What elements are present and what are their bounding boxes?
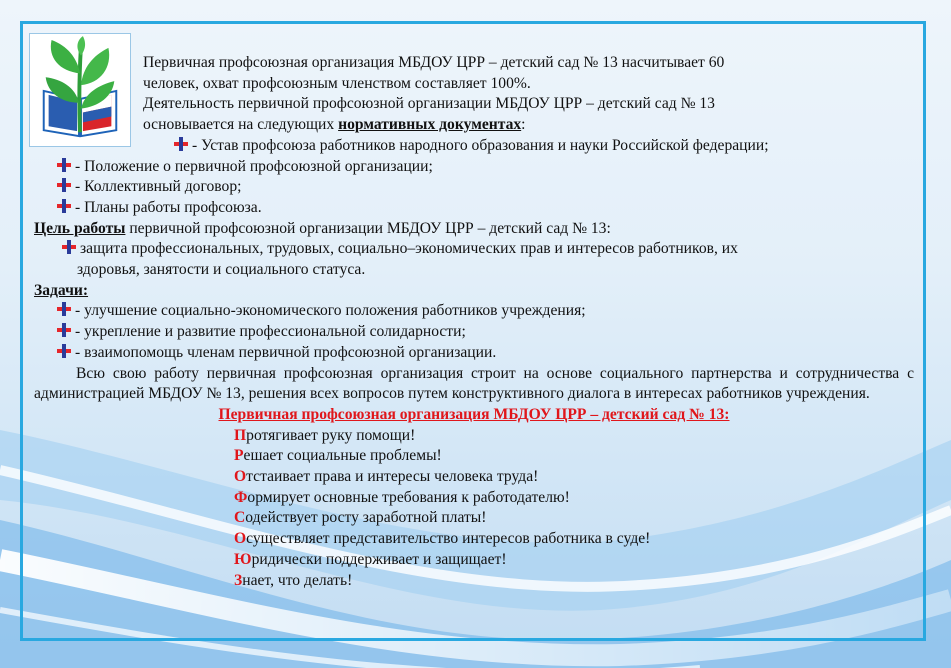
goal-heading: Цель работы первичной профсоюзной организации МБДОУ ЦРР – детский сад № 13:: [34, 219, 611, 237]
intro-line: человек, охват профсоюзным членством составляет 100%.: [143, 74, 531, 92]
tasks-heading: Задачи:: [34, 281, 89, 299]
motto-line: Содействует росту заработной платы!: [234, 509, 487, 527]
motto-line: Знает, что делать!: [234, 571, 353, 589]
motto-line: Осуществляет представительство интересов работника в суде!: [234, 530, 651, 548]
bullet-icon: [57, 158, 71, 172]
list-item: - Планы работы профсоюза.: [57, 198, 914, 219]
motto-title: Первичная профсоюзная организация МБДОУ ЦРР – детский сад № 13:: [218, 405, 730, 423]
motto-line: Юридически поддерживает и защищает!: [234, 550, 507, 568]
bullet-icon: [57, 178, 71, 192]
list-item: - укрепление и развитие профессиональной солидарности;: [57, 322, 914, 343]
intro-line: Деятельность первичной профсоюзной организации МБДОУ ЦРР – детский сад № 13: [143, 95, 715, 113]
list-item-continuation: здоровья, занятости и социального статуса.: [77, 261, 366, 279]
bullet-icon: [57, 302, 71, 316]
motto-line: Отстаивает права и интересы человека труда!: [234, 468, 539, 486]
motto-line: Формирует основные требования к работодателю!: [234, 488, 570, 506]
bullet-icon: [57, 344, 71, 358]
intro-line: Первичная профсоюзная организация МБДОУ ЦРР – детский сад № 13 насчитывает 60: [143, 54, 725, 71]
motto-list: [234, 426, 914, 592]
summary-paragraph: Всю свою работу первичная профсоюзная организация строит на основе социального партнерства и сотрудничества с администрацией МБДОУ № 13, решения всех вопросов путем конструктивного диалога в интересах работников учреждения.: [34, 364, 914, 403]
bullet-icon: [57, 199, 71, 213]
list-item: защита профессиональных, трудовых, социально–экономических прав и интересов работников, их: [62, 239, 914, 260]
document-body: [34, 53, 914, 591]
bullet-icon: [57, 323, 71, 337]
goal-label: Цель работы: [34, 219, 126, 237]
list-item: - Устав профсоюза работников народного образования и науки Российской федерации;: [174, 136, 914, 157]
list-item: - Коллективный договор;: [57, 177, 914, 198]
motto-line: Решает социальные проблемы!: [234, 447, 442, 465]
intro-line: основывается на следующих нормативных документах:: [143, 116, 526, 134]
motto-line: Протягивает руку помощи!: [234, 426, 416, 444]
list-item: - взаимопомощь членам первичной профсоюзной организации.: [57, 343, 914, 364]
bullet-icon: [62, 240, 76, 254]
normative-documents-link: нормативных документах: [338, 116, 522, 134]
bullet-icon: [174, 137, 188, 151]
list-item: - улучшение социально-экономического положения работников учреждения;: [57, 301, 914, 322]
list-item: - Положение о первичной профсоюзной организации;: [57, 157, 914, 178]
